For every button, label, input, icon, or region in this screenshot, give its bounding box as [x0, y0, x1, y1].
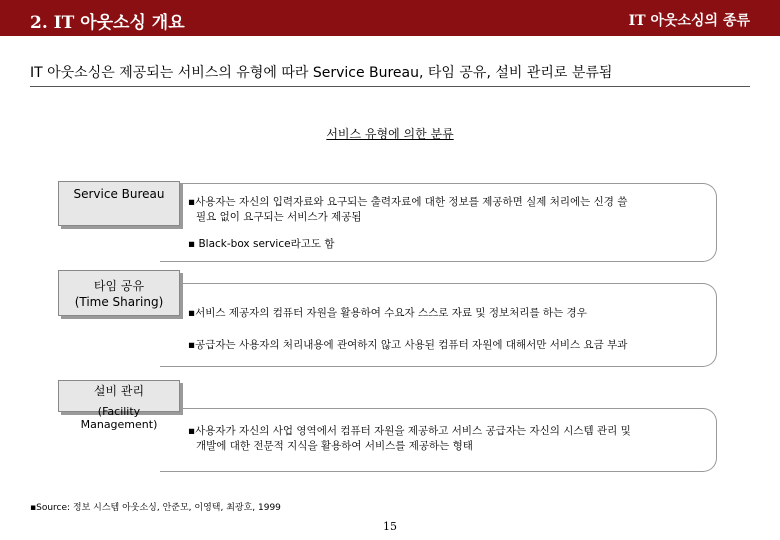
category-label: Service Bureau — [73, 187, 165, 201]
bullet-text: ▪서비스 제공자의 컴퓨터 자원을 활용하여 수요자 스스로 자료 및 정보처리를 하는 경우 — [188, 307, 587, 319]
divider — [30, 86, 750, 87]
bullet-text: 개발에 대한 전문적 지식을 활용하여 서비스를 제공하는 형태 — [196, 440, 473, 452]
bullet-text: ▪공급자는 사용자의 처리내용에 관여하지 않고 사용된 컴퓨터 자원에 대해서만 서비스 요금 부과 — [188, 339, 628, 351]
category-label: 설비 관리 — [93, 384, 145, 398]
panel-time-sharing — [160, 283, 717, 367]
headline: IT 아웃소싱은 제공되는 서비스의 유형에 따라 Service Bureau, 타임 공유, 설비 관리로 분류됨 — [30, 65, 613, 81]
page-number: 15 — [383, 520, 397, 533]
category-label-sub: (Time Sharing) — [74, 295, 164, 309]
diagram-title: 서비스 유형에 의한 분류 — [326, 127, 454, 141]
header-bar — [0, 0, 780, 36]
category-label: 타임 공유 — [93, 279, 145, 293]
bullet-text: 필요 없이 요구되는 서비스가 제공됨 — [196, 211, 362, 223]
bullet-text: ▪사용자는 자신의 입력자료와 요구되는 출력자료에 대한 정보를 제공하면 실제 처리에는 신경 쓸 — [188, 196, 628, 208]
section-title: 2. IT 아웃소싱 개요 — [30, 13, 185, 33]
bullet-text: ▪ Black-box service라고도 함 — [188, 238, 335, 250]
bullet-text: ▪사용자가 자신의 사업 영역에서 컴퓨터 자원을 제공하고 서비스 공급자는 자신의 시스템 관리 및 — [188, 425, 631, 437]
category-box-time-sharing — [58, 270, 180, 316]
slide-topic: IT 아웃소싱의 종류 — [628, 13, 750, 29]
category-box-service-bureau — [58, 181, 180, 226]
source-note: ▪Source: 정보 시스템 아웃소싱, 안준모, 이영택, 최광호, 1999 — [30, 503, 281, 513]
category-label-sub: (Facility Management) — [80, 405, 158, 431]
